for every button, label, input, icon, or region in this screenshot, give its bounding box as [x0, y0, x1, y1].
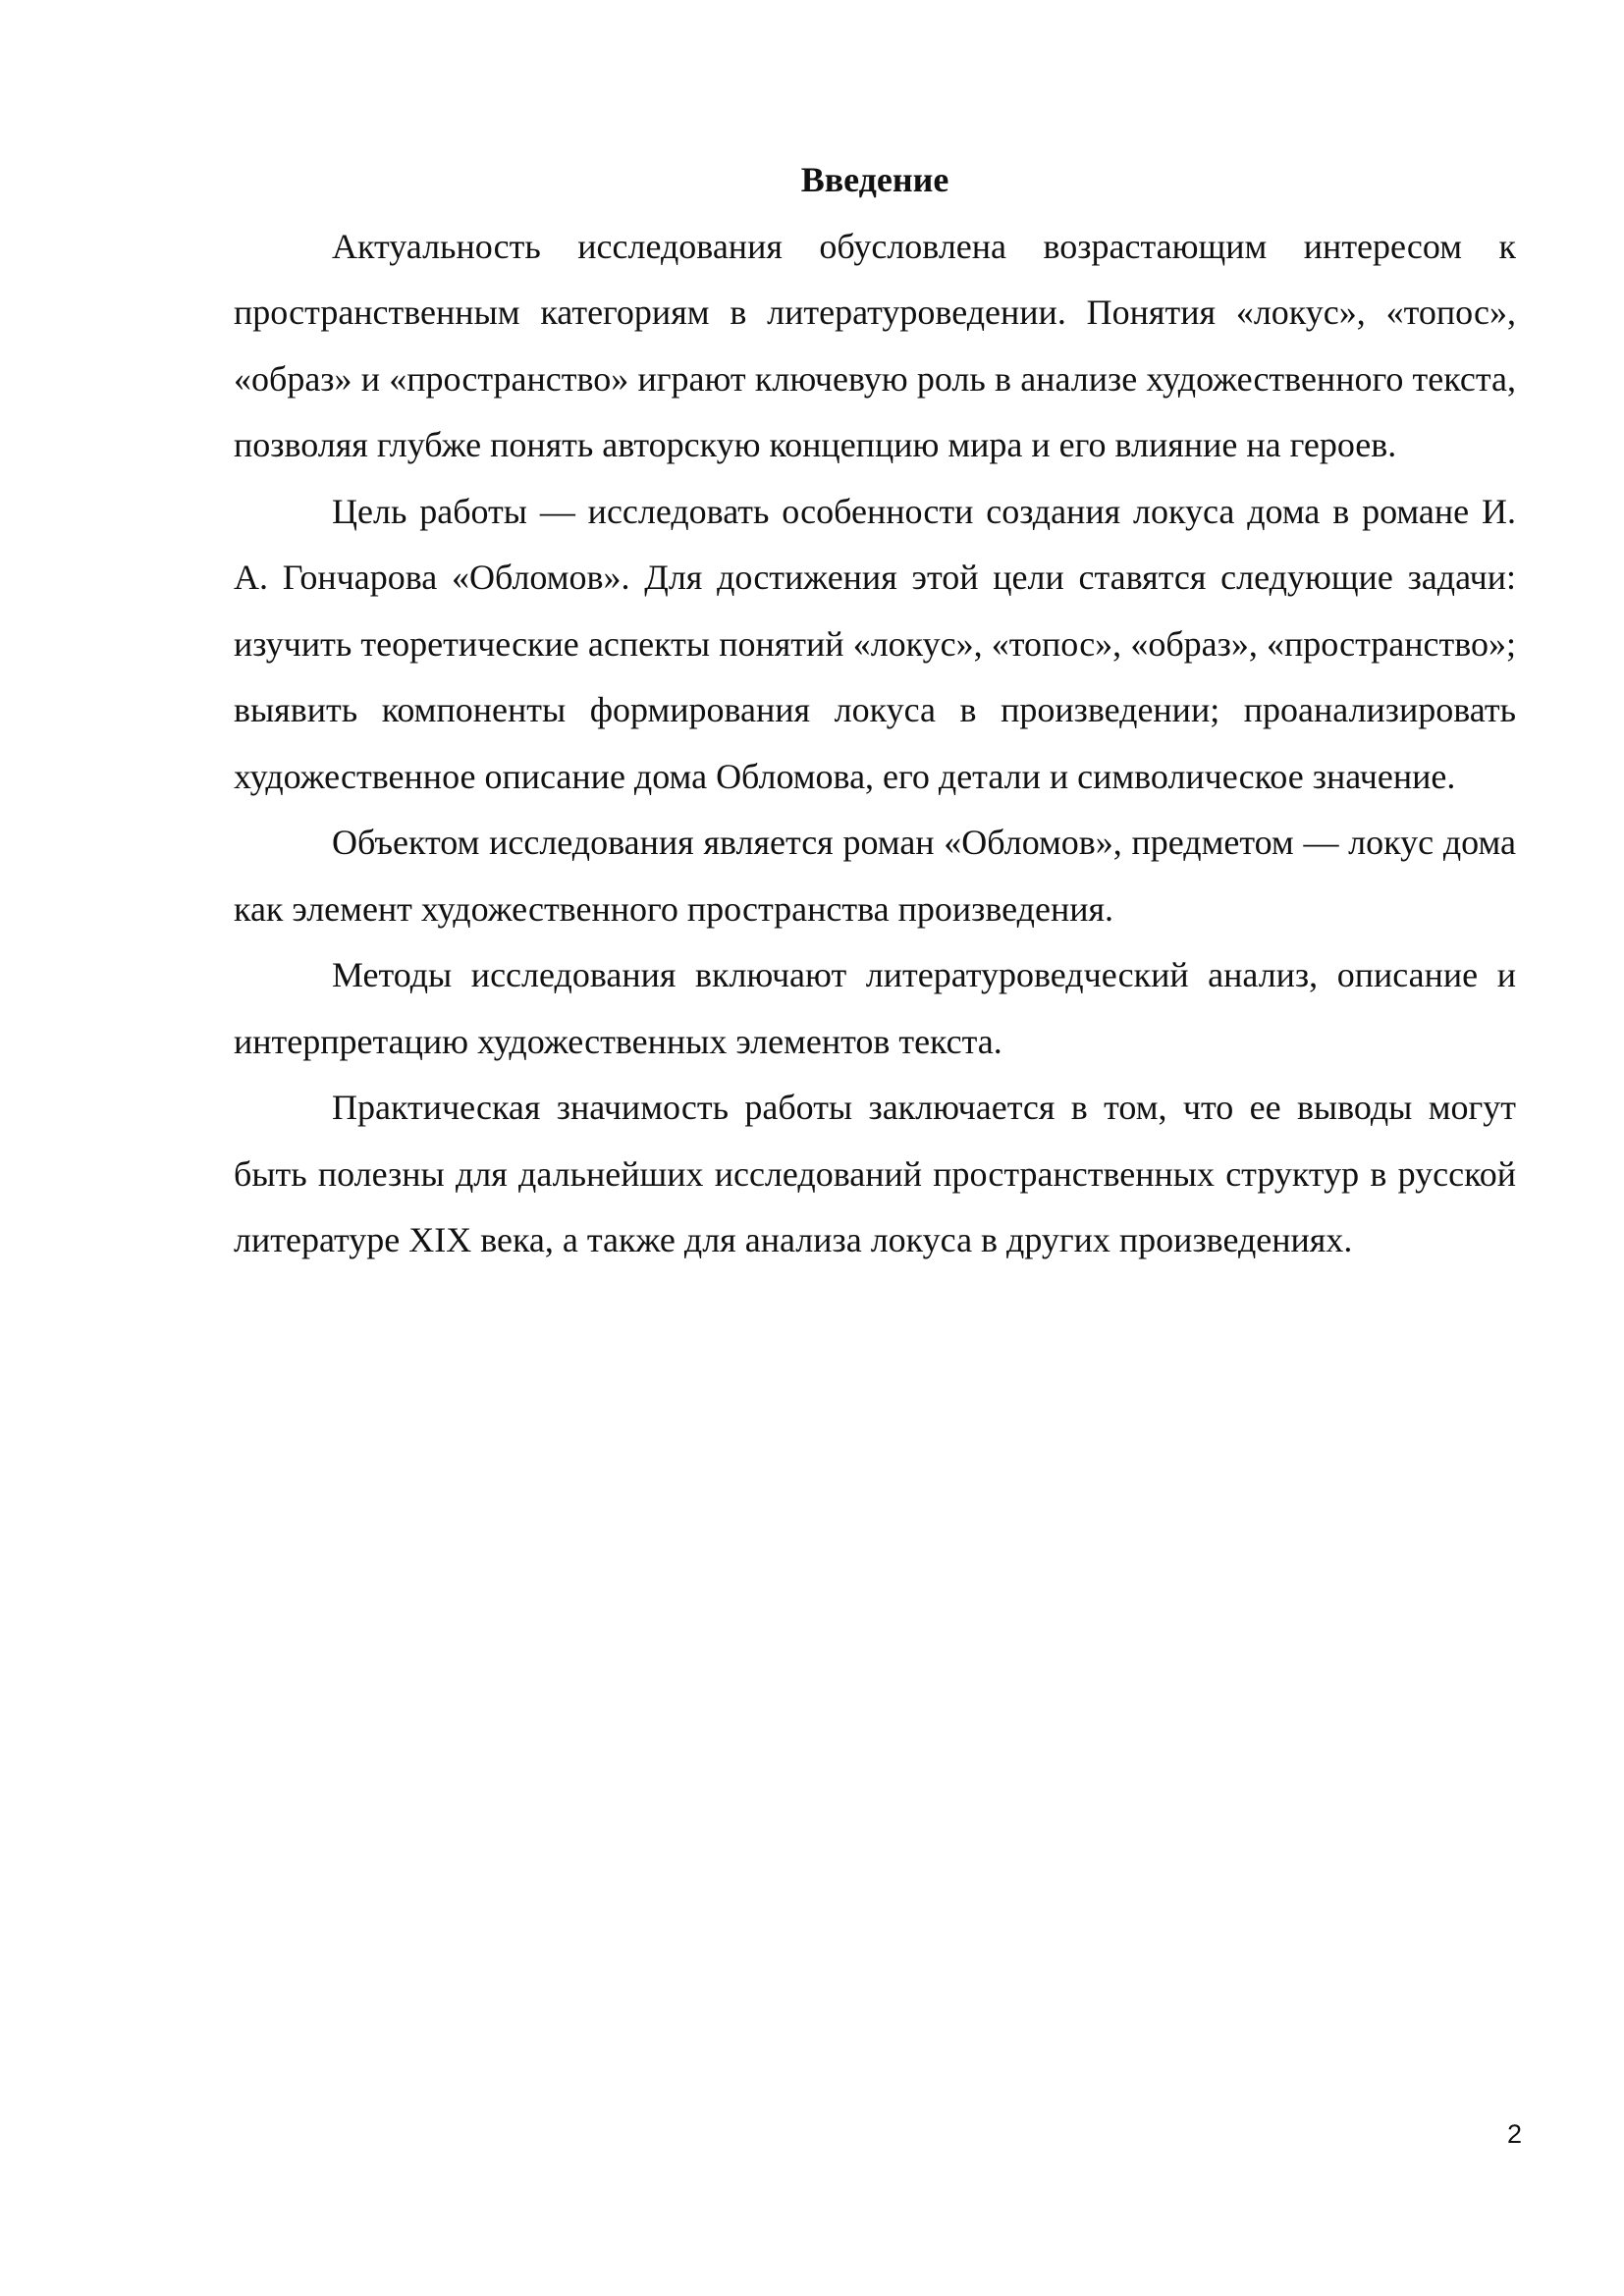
paragraph-methods: Методы исследования включают литературоведческий анализ, описание и интерпретацию художественных элементов текста. — [234, 955, 1516, 1061]
page-content — [234, 147, 1516, 1274]
page-number: 2 — [1506, 2119, 1522, 2149]
paragraph-object: Объектом исследования является роман «Обломов», предметом — локус дома как элемент художественного пространства произведения. — [234, 823, 1516, 929]
paragraph-significance: Практическая значимость работы заключается в том, что ее выводы могут быть полезны для дальнейших исследований пространственных структур в русской литературе XIX века, а также для анализа локуса в других произведениях. — [234, 1088, 1516, 1259]
paragraph-goal: Цель работы — исследовать особенности создания локуса дома в романе И. А. Гончарова «Обломов». Для достижения этой цели ставятся следующие задачи: изучить теоретические аспекты понятий «локус», «топос», «образ», «пространство»; выявить компоненты формирования локуса в произведении; проанализировать художественное описание дома Обломова, его детали и символическое значение. — [234, 491, 1516, 796]
paragraph-relevance: Актуальность исследования обусловлена возрастающим интересом к пространственным категориям в литературоведении. Понятия «локус», «топос», «образ» и «пространство» играют ключевую роль в анализе художественного текста, позволяя глубже понять авторскую концепцию мира и его влияние на героев. — [234, 226, 1516, 464]
page-title: Введение — [800, 160, 949, 199]
